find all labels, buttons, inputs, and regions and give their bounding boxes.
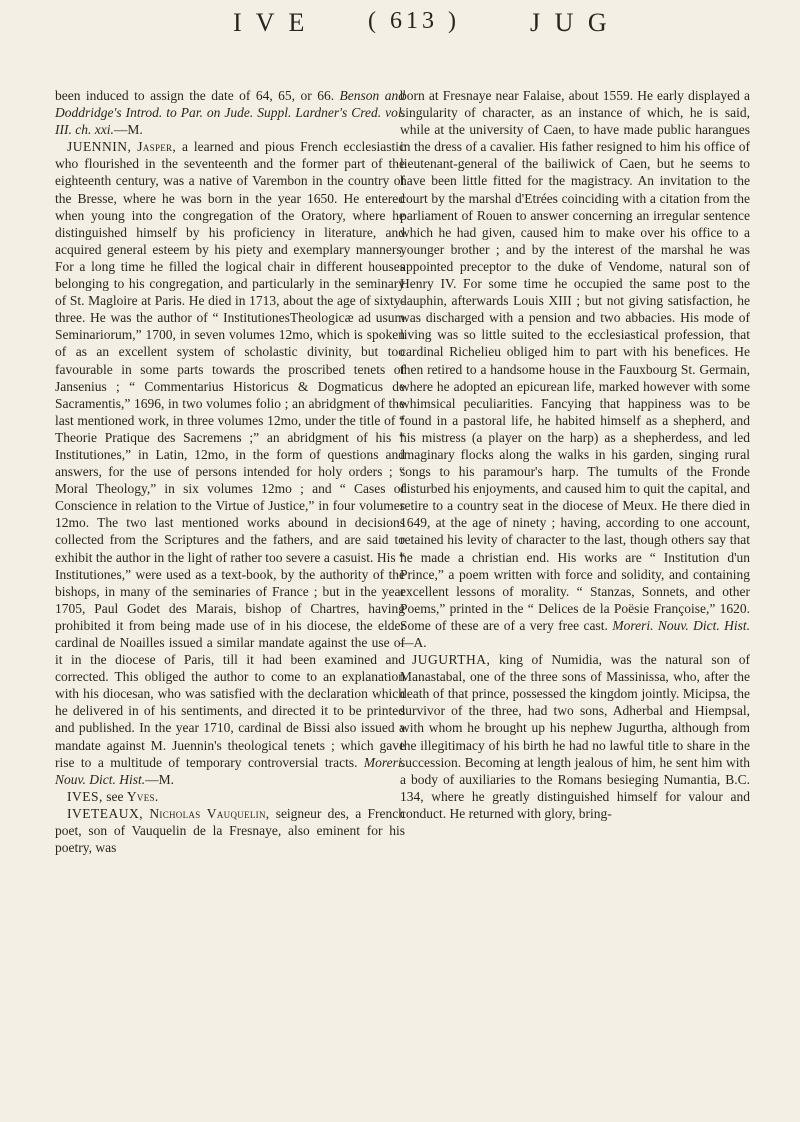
page-number: ( 613 ) <box>368 8 460 34</box>
entry-continuation <box>55 87 405 138</box>
header-right: J U G <box>530 8 611 37</box>
entry-forename: Jasper, <box>137 139 177 155</box>
entry-author: —A. <box>400 635 427 650</box>
entry-forename: Nicholas Vauquelin, <box>149 805 270 821</box>
header-left: I V E <box>233 8 309 37</box>
entry-text: a learned and pious French ecclesiastic who flourished in the seventeenth and the former part of the eighteenth century, was a native of Varembon in the country of the Bresse, where he was born in the year 1650. He entered when young into the congregation of the Oratory, where he distinguished himself by his proficiency in literature, and acquired general esteem by his piety and exemplary manners. For a long time he filled the logical chair in different houses belonging to his congregation, and particularly in the seminary of St. Magloire at Paris. He died in 1713, about the age of sixty-three. He was the author of “ InstitutionesTheologicæ ad usum Seminariorum,” 1700, in seven volumes 12mo, which is spoken of as an excellent system of scholastic divinity, but too favourable in some parts towards the proscribed tenets of Jansenius ; “ Commentarius Historicus & Dogmaticus de Sacramentis,” 1696, in two volumes folio ; an abridgment of the last mentioned work, in three volumes 12mo, under the title of “ Theorie Pratique des Sacremens ;” an abridgment of his “ Institutiones,” in Latin, 12mo, in the form of questions and answers, for the use of persons intended for holy orders ; “ Moral Theology,” in six volumes 12mo ; and “ Cases of Conscience in relation to the Virtue of Justice,” in four volumes 12mo. The two last mentioned works abound in decisions collected from the Scriptures and the fathers, and are said to exhibit the author in the light of rather too severe a casuist. His “ Institutiones,” were used as a text-book, by the authority of the bishops, in many of the seminaries of France ; but in the year 1705, Paul Godet des Marais, bishop of Chartres, having prohibited it from being made use of in his diocese, the elder cardinal de Noailles issued a similar mandate against the use of it in the diocese of Paris, till it had been examined and corrected. This obliged the author to come to an explanation with his diocesan, who was satisfied with the declaration which he delivered in of his sentiments, and directed it to be printed and published. In the year 1710, cardinal de Bissi also issued a mandate against M. Juennin's theological tenets ; which gave rise to a multitude of temporary controversial tracts. <box>55 139 405 770</box>
entry-iveteaux-continued <box>400 87 750 651</box>
entry-headword: JUENNIN, <box>67 139 132 155</box>
entry-text: seigneur des, a French poet, son of Vauquelin de la Fresnaye, also eminent for his poetry, was <box>55 805 406 856</box>
entry-author: —M. <box>145 771 175 787</box>
entry-text: born at Fresnaye near Falaise, about 1559. He early displayed a singularity of character, as an instance of which, he is said, while at the university of Caen, to have made public harangues in the dress of a cavalier. His father resigned to him his office of lieutenant-general of the bailiwick of Caen, but he seems to have been little fitted for the magistracy. An invitation to the court by the marshal d'Etrées coinciding with a citation from the parliament of Rouen to answer concerning an irregular sentence which he had given, caused him to make over his office to a younger brother ; and by the interest of the marshal he was appointed preceptor to the duke of Vendome, natural son of Henry IV. For some time he occupied the same post to the dauphin, afterwards Louis XIII ; but not giving satisfaction, he was discharged with a pension and two abbacies. His mode of living was so little suited to the ecclesiastical profession, that cardinal Richelieu obliged him to part with his benefices. He then retired to a handsome house in the Fauxbourg St. Germain, where he adopted an epicurean life, marked however with some whimsical peculiarities. Fancying that happiness was to be found in a pastoral life, he habited himself as a shepherd, and his mistress (a player on the harp) as a shepherdess, and led imaginary flocks along the walks in his garden, singing rural songs to his paramour's harp. The tumults of the Fronde disturbed his enjoyments, and caused him to quit the capital, and retire to a country seat in the diocese of Meux. He there died in 1649, at the age of ninety ; having, according to one account, retained his levity of character to the last, though others say that he made a christian end. His works are “ Institution d'un Prince,” a poem written with force and solidity, and containing excellent lessons of morality. “ Stanzas, Sonnets, and other Poems,” printed in the “ Delices de la Poësie Françoise,” 1620. Some of these are of a very free cast. <box>400 88 750 633</box>
entry-headword: JUGURTHA, <box>412 652 491 668</box>
entry-cross-reference: Yves. <box>126 788 159 804</box>
entry-headword: IVETEAUX, <box>67 805 144 821</box>
entry-sources: Moreri. Nouv. Dict. Hist. <box>55 754 405 787</box>
entry-text: been induced to assign the date of 64, 65, or 66. <box>55 88 335 103</box>
entry-text: see <box>106 788 124 804</box>
entry-ives <box>55 788 405 805</box>
running-header <box>0 8 800 60</box>
left-column <box>55 87 405 856</box>
entry-headword: IVES, <box>67 788 103 804</box>
entry-author: —M. <box>113 122 143 138</box>
entry-sources: Moreri. Nouv. Dict. Hist. <box>612 617 751 633</box>
entry-juennin <box>55 138 405 788</box>
entry-iveteaux <box>55 805 405 856</box>
entry-jugurtha <box>400 651 750 822</box>
right-column <box>400 87 750 822</box>
entry-sources: Benson and Doddridge's Introd. to Par. on Jude. Suppl. Lardner's Cred. vol. III. ch. xxi. <box>55 88 405 138</box>
entry-text: king of Numidia, was the natural son of Manastabal, one of the three sons of Massinissa, who, after the death of that prince, possessed the kingdom jointly. Micipsa, the survivor of the three, had two sons, Adherbal and Hiempsal, with whom he brought up his nephew Jugurtha, although from the illegitimacy of his birth he had no lawful title to share in the succession. Becoming at length jealous of him, he sent him with a body of auxiliaries to the Romans besieging Numantia, B.C. 134, where he greatly distinguished himself for valour and conduct. He returned with glory, bring- <box>400 652 750 821</box>
